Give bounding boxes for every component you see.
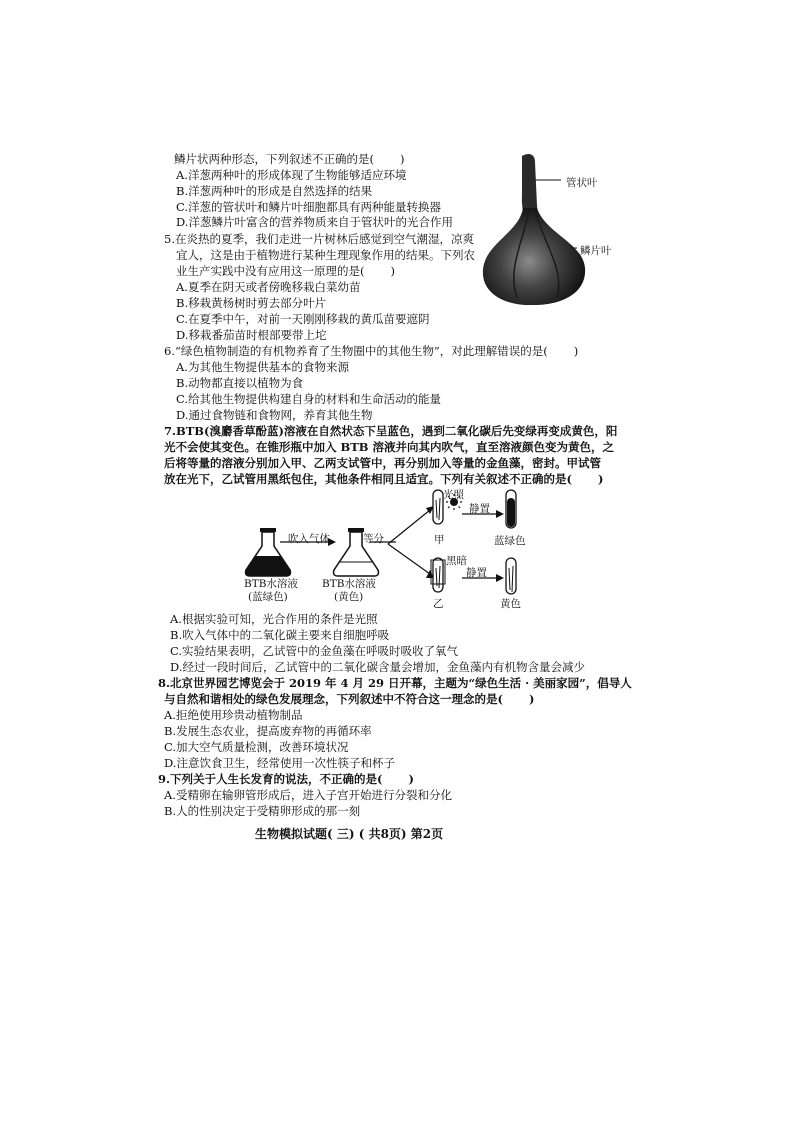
q8-option-a: A.拒绝使用珍贵动植物制品 [164, 708, 303, 722]
q5-stem-line2: 宜人，这是由于植物进行某种生理现象作用的结果。下列农 [176, 248, 475, 262]
q6-option-a: A.为其他生物提供基本的食物来源 [176, 360, 349, 374]
q5-option-d: D.移栽番茄苗时根部要带上坨 [176, 328, 327, 342]
flask1-name-label: BTB水溶液 [244, 578, 298, 590]
q6-stem: 6.“绿色植物制造的有机物养育了生物圈中的其他生物”，对此理解错误的是( ) [164, 344, 579, 358]
dark-label: 黑暗 [446, 555, 467, 567]
flask-icon-1 [246, 528, 291, 576]
q6-option-d: D.通过食物链和食物网，养育其他生物 [176, 408, 373, 422]
test-tube-jia-icon [433, 490, 443, 524]
test-tube-yi-icon [431, 558, 445, 592]
blow-in-label: 吹入气体 [288, 533, 330, 545]
q7-option-d: D.经过一段时间后，乙试管中的二氧化碳含量会增加，金鱼藻内有机物含量会减少 [170, 660, 585, 674]
page-footer: 生物模拟试题( 三) ( 共8页) 第2页 [255, 827, 444, 841]
tube-jia-label: 甲 [434, 534, 445, 546]
q8-option-d: D.注意饮食卫生，经常使用一次性筷子和杯子 [164, 756, 395, 770]
divide-label: 等分 [363, 533, 384, 545]
q6-option-b: B.动物都直接以植物为食 [176, 376, 304, 390]
flask2-name-label: BTB水溶液 [322, 578, 376, 590]
q4-option-c: C.洋葱的管状叶和鳞片叶细胞都具有两种能量转换器 [176, 200, 442, 214]
q4-stem: 鳞片状两种形态，下列叙述不正确的是( ) [174, 152, 405, 166]
q8-stem-line1: 8.北京世界园艺博览会于 2019 年 4 月 29 日开幕，主题为“绿色生活 · 美丽家园”，倡导人 [158, 676, 632, 690]
q7-option-c: C.实验结果表明，乙试管中的金鱼藻在呼吸时吸收了氧气 [170, 644, 459, 658]
tubular-leaf-label: 管状叶 [566, 177, 598, 189]
q5-stem-line1: 5.在炎热的夏季，我们走进一片树林后感觉到空气潮湿，凉爽 [164, 232, 474, 246]
q8-stem-line2: 与自然和谐相处的绿色发展理念，下列叙述中不符合这一理念的是( ) [164, 692, 535, 706]
flask2-color-label: (黄色) [334, 591, 364, 603]
rest-top-label: 静置 [469, 503, 490, 515]
q7-option-a: A.根据实验可知，光合作用的条件是光照 [170, 612, 378, 626]
q7-option-b: B.吹入气体中的二氧化碳主要来自细胞呼吸 [170, 628, 390, 642]
result-top-label: 蓝绿色 [494, 535, 526, 547]
rest-bottom-label: 静置 [466, 567, 487, 579]
q7-stem-line3: 后将等量的溶液分别加入甲、乙两支试管中，再分别加入等量的金鱼藻，密封。甲试管 [164, 456, 601, 470]
q7-stem-line4: 放在光下，乙试管用黑纸包住，其他条件相同且适宜。下列有关叙述不正确的是( ) [164, 472, 604, 486]
q9-stem: 9.下列关于人生长发育的说法，不正确的是( ) [158, 772, 414, 786]
q6-option-c: C.给其他生物提供构建自身的材料和生命活动的能量 [176, 392, 442, 406]
q4-option-d: D.洋葱鳞片叶富含的营养物质来自于管状叶的光合作用 [176, 215, 453, 229]
q8-option-b: B.发展生态农业，提高废弃物的再循环率 [164, 724, 372, 738]
q5-option-a: A.夏季在阴天或者傍晚移栽白菜幼苗 [176, 280, 361, 294]
tube-yi-label: 乙 [433, 598, 444, 610]
q9-option-a: A.受精卵在输卵管形成后，进入子宫开始进行分裂和分化 [164, 788, 452, 802]
q4-option-b: B.洋葱两种叶的形成是自然选择的结果 [176, 184, 373, 198]
flask1-color-label: (蓝绿色) [248, 591, 288, 603]
q7-stem-line2: 光不会使其变色。在锥形瓶中加入 BTB 溶液并向其内吹气，直至溶液颜色变为黄色，之 [164, 440, 615, 454]
q5-option-c: C.在夏季中午，对前一天刚刚移栽的黄瓜苗要遮阴 [176, 312, 430, 326]
result-tube-bottom-icon [506, 558, 516, 594]
result-tube-top-icon [506, 490, 516, 528]
q9-option-b: B.人的性别决定于受精卵形成的那一刻 [164, 804, 361, 818]
q4-option-a: A.洋葱两种叶的形成体现了生物能够适应环境 [176, 168, 407, 182]
q7-stem-line1: 7.BTB(溴麝香草酚蓝)溶液在自然状态下呈蓝色，遇到二氧化碳后先变绿再变成黄色，阳 [164, 424, 618, 438]
q5-stem-line3: 业生产实践中没有应用这一原理的是( ) [176, 264, 395, 278]
q5-option-b: B.移栽黄杨树时剪去部分叶片 [176, 296, 327, 310]
onion-figure [465, 148, 625, 308]
result-bottom-label: 黄色 [500, 598, 521, 610]
scale-leaf-label: 鳞片叶 [580, 245, 612, 257]
light-label: 光照 [443, 489, 464, 501]
q8-option-c: C.加大空气质量检测，改善环境状况 [164, 740, 349, 754]
